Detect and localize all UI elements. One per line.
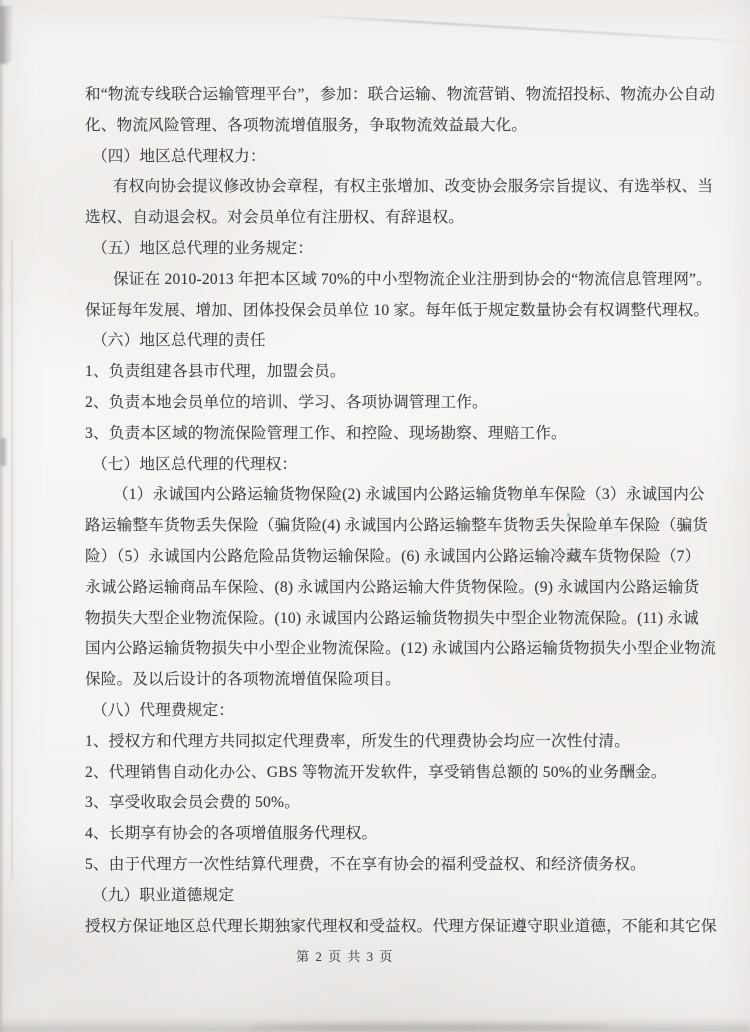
text-line: 4、长期享有协会的各项增值服务代理权。 — [85, 825, 378, 843]
text-line: 物损失大型企业物流保险。(10) 永诚国内公路运输货物损失中型企业物流保险。(11) 永诚 — [85, 609, 699, 627]
text-line: 2、代理销售自动化办公、GBS 等物流开发软件，享受销售总额的 50%的业务酬金。 — [85, 763, 667, 781]
text-line: 永诚公路运输商品车保险、(8) 永诚国内公路运输大件货物保险。(9) 永诚国内公路运输货 — [85, 578, 700, 596]
text-line: （六）地区总代理的责任 — [92, 332, 266, 350]
scan-smudge-left — [0, 438, 6, 466]
scan-edge-left — [0, 0, 5, 1032]
text-line: 保证在 2010-2013 年把本区域 70%的中小型物流企业注册到协会的“物流信息管理网”。 — [113, 270, 712, 288]
text-line: 1、授权方和代理方共同拟定代理费率，所发生的代理费协会均应一次性付清。 — [85, 732, 630, 750]
page-footer: 第 2 页 共 3 页 — [296, 949, 394, 964]
document-body — [85, 80, 718, 942]
text-line: 化、物流风险管理、各项物流增值服务，争取物流效益最大化。 — [85, 116, 528, 134]
text-line: （五）地区总代理的业务规定： — [92, 239, 314, 257]
text-line: 和“物流专线联合运输管理平台”，参加：联合运输、物流营销、物流招投标、物流办公自动 — [85, 86, 716, 103]
text-line: 3、负责本区域的物流保险管理工作、和控险、现场勘察、理赔工作。 — [85, 424, 567, 442]
text-line: 国内公路运输货物损失中小型企业物流保险。(12) 永诚国内公路运输货物损失小型企业物流 — [85, 640, 717, 658]
text-line: 2、负责本地会员单位的培训、学习、各项协调管理工作。 — [85, 393, 488, 411]
scan-smudge-bottom — [250, 1024, 610, 1030]
text-line: 5、由于代理方一次性结算代理费，不在享有协会的福利受益权、和经济债务权。 — [85, 855, 646, 873]
text-line: 路运输整车货物丢失保险（骗货险(4) 永诚国内公路运输整车货物丢失保险单车保险（骗货 — [85, 517, 709, 535]
text-line: 保证每年发展、增加、团体投保会员单位 10 家。每年低于规定数量协会有权调整代理权。 — [85, 301, 710, 319]
text-line: （七）地区总代理的代理权： — [92, 455, 298, 473]
text-line: 有权向协会提议修改协会章程，有权主张增加、改变协会服务宗旨提议、有选举权、当 — [113, 178, 714, 196]
scan-edge-line — [11, 240, 13, 880]
text-line: （八）代理费规定： — [92, 701, 235, 719]
text-line: 授权方保证地区总代理长期独家代理权和受益权。代理方保证遵守职业道德，不能和其它保 — [85, 917, 717, 935]
text-line: 选权、自动退会权。对会员单位有注册权、有辞退权。 — [85, 209, 465, 227]
text-line: 1、负责组建各县市代理，加盟会员。 — [85, 363, 346, 381]
text-line: （九）职业道德规定 — [92, 886, 235, 904]
text-line: 险）（5）永诚国内公路危险品货物运输保险。(6) 永诚国内公路运输冷藏车货物保险（7） — [85, 547, 701, 565]
text-line: 保险。及以后设计的各项物流增值保险项目。 — [85, 671, 401, 689]
text-line: （1）永诚国内公路运输货物保险(2) 永诚国内公路运输货物单车保险（3）永诚国内公 — [113, 486, 705, 504]
text-line: 3、享受收取会员会费的 50%。 — [85, 794, 301, 812]
text-line: （四）地区总代理权力： — [92, 147, 266, 165]
scan-corner-shadow — [0, 6, 13, 64]
scan-crease-top — [300, 14, 750, 44]
